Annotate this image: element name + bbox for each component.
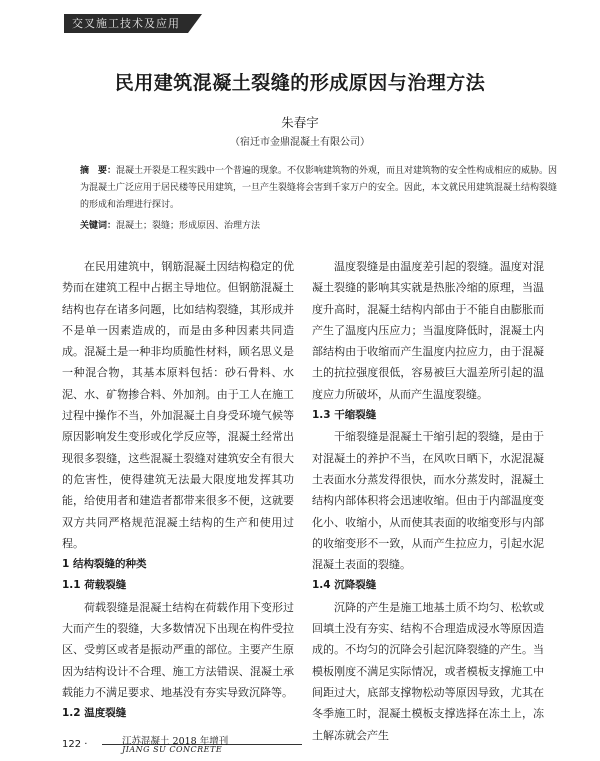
page-number: 122 · (62, 739, 88, 750)
section-heading: 1.2 温度裂缝 (62, 707, 127, 720)
keywords (80, 218, 560, 231)
section-heading: 1 结构裂缝的种类 (62, 558, 147, 571)
section-heading: 1.3 干缩裂缝 (312, 409, 377, 422)
page-footer (62, 733, 362, 757)
right-column (312, 256, 544, 746)
section-heading: 1.1 荷载裂缝 (62, 579, 127, 592)
abstract (80, 163, 560, 214)
journal-name-en: JIANG SU CONCRETE (122, 745, 223, 754)
abstract-text: 混凝土开裂是工程实践中一个普遍的现象。不仅影响建筑物的外观，而且对建筑物的安全性构成相应的威胁。因为混凝土广泛应用于居民楼等民用建筑，一旦产生裂缝将会害到千家万户的安全。因此，本文就民用建筑混凝土结构裂缝的形成和治理进行探讨。 (80, 166, 558, 210)
section-banner: 交叉施工技术及应用 (64, 14, 188, 33)
abstract-label: 摘 要： (80, 166, 117, 176)
journal-name-cn: 江苏混凝土 2018 年增刊 (122, 736, 229, 747)
keywords-text: 混凝土；裂缝；形成原因、治理方法 (116, 221, 261, 231)
keywords-label: 关键词： (80, 221, 117, 231)
author-affiliation: （宿迁市金鼎混凝土有限公司） (230, 137, 370, 148)
author-name: 朱春宇 (281, 115, 319, 130)
body-paragraph: 干缩裂缝是混凝土干缩引起的裂缝，是由于对混凝土的养护不当，在风吹日晒下，水泥混凝土表面水分蒸发得很快，而水分蒸发时，混凝土结构内部体积将会迅速收缩。但由于内部温度变化小、收缩小，从而使其表面的收缩变形与内部的收缩变形不一致，从而产生拉应力，引起水泥混凝土表面的裂缝。 (312, 430, 544, 572)
body-paragraph: 在民用建筑中，钢筋混凝土因结构稳定的优势而在建筑工程中占据主导地位。但钢筋混凝土结构也存在诸多问题，比如结构裂缝，其形成并不是单一因素造成的，而是由多种因素共同造成。混凝土是一种非均质脆性材料，顾名思义是一种混合物，其基本原料包括：砂石骨料、水泥、水、矿物掺合料、外加剂。由于工人在施工过程中操作不当，外加混凝土自身受环境气候等原因影响发生变形或化学反应等，混凝土经常出现很多裂缝，这些混凝土裂缝对建筑安全有很大的危害性，使得建筑无法最大限度地发挥其功能，给使用者和建造者都带来很多不便，这就要双方共同严格规范混凝土结构的生产和使用过程。 (62, 260, 294, 550)
body-paragraph: 沉降的产生是施工地基土质不均匀、松软或回填土没有夯实、结构不合理造成浸水等原因造成的。不均匀的沉降会引起沉降裂缝的产生。当模板刚度不满足实际情况，或者模板支撑施工中间距过大，底部支撑物松动等原因导致，尤其在冬季施工时，混凝土模板支撑选择在冻土上，冻土解冻就会产生 (312, 600, 544, 742)
left-column (62, 256, 294, 725)
section-heading: 1.4 沉降裂缝 (312, 579, 377, 592)
article-title: 民用建筑混凝土裂缝的形成原因与治理方法 (114, 72, 486, 94)
body-paragraph: 荷载裂缝是混凝土结构在荷载作用下变形过大而产生的裂缝，大多数情况下出现在构件受拉区、受剪区或者是振动严重的部位。主要产生原因为结构设计不合理、施工方法错误、混凝土承载能力不满足要求、地基没有夯实导致沉降等。 (62, 600, 294, 699)
body-paragraph: 温度裂缝是由温度差引起的裂缝。温度对混凝土裂缝的影响其实就是热胀冷缩的原理，当温度升高时，混凝土结构内部由于不能自由膨胀而产生了温度内压应力；当温度降低时，混凝土内部结构由于收缩而产生温度内拉应力，由于混凝土的抗拉强度很低，容易被巨大温差所引起的温度应力所破坏，从而产生温度裂缝。 (312, 260, 544, 401)
